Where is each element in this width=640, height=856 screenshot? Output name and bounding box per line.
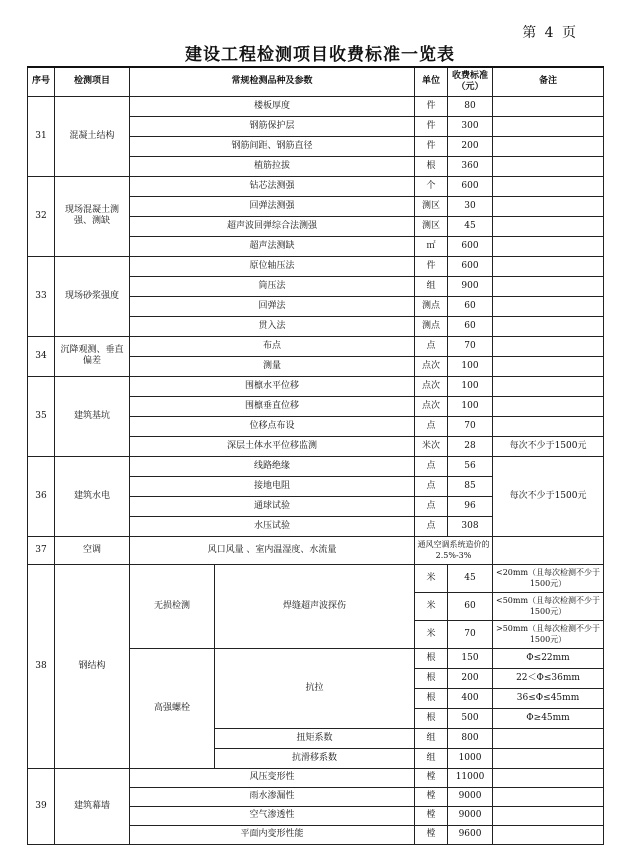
unit-cell: 组 — [415, 728, 448, 748]
param-cell: 风压变形性 — [130, 768, 415, 787]
page-number: 第 4 页 — [522, 25, 578, 41]
note-cell — [493, 416, 604, 436]
note-cell: <50mm（且每次检测不少于1500元） — [493, 592, 604, 620]
fee-cell: 600 — [448, 176, 493, 196]
param-cell: 空气渗透性 — [130, 806, 415, 825]
param-cell: 焊缝超声波探伤 — [215, 564, 415, 648]
unit-cell: 根 — [415, 156, 448, 176]
fee-cell: 100 — [448, 396, 493, 416]
note-cell — [493, 276, 604, 296]
param-cell: 雨水渗漏性 — [130, 787, 415, 806]
fee-cell: 300 — [448, 116, 493, 136]
seq-cell: 35 — [28, 376, 55, 456]
fee-cell: 30 — [448, 196, 493, 216]
unit-cell: 测区 — [415, 196, 448, 216]
seq-cell: 39 — [28, 768, 55, 844]
fee-cell: 308 — [448, 516, 493, 536]
note-cell — [493, 156, 604, 176]
fee-cell: 11000 — [448, 768, 493, 787]
seq-cell: 37 — [28, 536, 55, 564]
unit-cell: 件 — [415, 256, 448, 276]
unit-cell: 组 — [415, 276, 448, 296]
param-cell: 楼板厚度 — [130, 96, 415, 116]
item-cell: 现场混凝土测强、测缺 — [55, 176, 130, 256]
param-cell: 平面内变形性能 — [130, 825, 415, 844]
seq-cell: 32 — [28, 176, 55, 256]
param-cell: 深层土体水平位移监测 — [130, 436, 415, 456]
param-cell: 超声波回弹综合法测强 — [130, 216, 415, 236]
note-cell — [493, 825, 604, 844]
unit-cell: 测点 — [415, 296, 448, 316]
param-cell: 扭矩系数 — [215, 728, 415, 748]
table-row — [28, 768, 604, 787]
fee-cell: 400 — [448, 688, 493, 708]
fee-cell: 70 — [448, 336, 493, 356]
param-cell: 超声法测缺 — [130, 236, 415, 256]
param-cell: 通球试验 — [130, 496, 415, 516]
note-cell: 每次不少于1500元 — [493, 456, 604, 536]
unit-cell: 点次 — [415, 396, 448, 416]
param-cell: 风口风量 、室内温湿度、水流量 — [130, 536, 415, 564]
fee-cell: 28 — [448, 436, 493, 456]
note-cell — [493, 536, 604, 564]
fee-cell: 9000 — [448, 787, 493, 806]
note-cell: 22＜Φ≤36mm — [493, 668, 604, 688]
unit-cell: 米次 — [415, 436, 448, 456]
note-cell — [493, 806, 604, 825]
unit-cell: 个 — [415, 176, 448, 196]
unit-cell: 根 — [415, 668, 448, 688]
fee-cell: 200 — [448, 136, 493, 156]
seq-cell: 34 — [28, 336, 55, 376]
unit-cell: 樘 — [415, 806, 448, 825]
item-cell: 混凝土结构 — [55, 96, 130, 176]
fee-cell: 85 — [448, 476, 493, 496]
note-cell: 每次不少于1500元 — [493, 436, 604, 456]
param-cell: 抗拉 — [215, 648, 415, 728]
unit-cell: 根 — [415, 708, 448, 728]
unit-cell: ㎡ — [415, 236, 448, 256]
unit-cell: 点 — [415, 336, 448, 356]
unit-cell: 点 — [415, 416, 448, 436]
header-note: 备注 — [493, 67, 604, 96]
fee-cell: 45 — [448, 564, 493, 592]
note-cell — [493, 728, 604, 748]
fee-standard-table — [27, 66, 604, 845]
unit-cell: 点 — [415, 476, 448, 496]
seq-cell: 38 — [28, 564, 55, 768]
table-row — [28, 96, 604, 116]
item-cell: 建筑基坑 — [55, 376, 130, 456]
fee-cell: 360 — [448, 156, 493, 176]
fee-cell: 9600 — [448, 825, 493, 844]
note-cell: Φ≤22mm — [493, 648, 604, 668]
param-cell: 钢筋保护层 — [130, 116, 415, 136]
fee-cell: 800 — [448, 728, 493, 748]
fee-cell: 45 — [448, 216, 493, 236]
seq-cell: 36 — [28, 456, 55, 536]
note-cell — [493, 256, 604, 276]
note-cell — [493, 396, 604, 416]
subitem-cell: 高强螺栓 — [130, 648, 215, 768]
fee-cell: 96 — [448, 496, 493, 516]
fee-cell: 200 — [448, 668, 493, 688]
param-cell: 抗滑移系数 — [215, 748, 415, 768]
note-cell — [493, 236, 604, 256]
table-row — [28, 376, 604, 396]
header-seq: 序号 — [28, 67, 55, 96]
table-row — [28, 456, 604, 476]
fee-cell: 通风空调系统造价的2.5%-3% — [415, 536, 493, 564]
note-cell — [493, 116, 604, 136]
param-cell: 接地电阻 — [130, 476, 415, 496]
unit-cell: 件 — [415, 96, 448, 116]
fee-cell: 56 — [448, 456, 493, 476]
unit-cell: 测区 — [415, 216, 448, 236]
param-cell: 水压试验 — [130, 516, 415, 536]
table-row — [28, 564, 604, 592]
param-cell: 筒压法 — [130, 276, 415, 296]
note-cell — [493, 316, 604, 336]
unit-cell: 樘 — [415, 825, 448, 844]
unit-cell: 根 — [415, 648, 448, 668]
unit-cell: 点 — [415, 456, 448, 476]
fee-cell: 80 — [448, 96, 493, 116]
item-cell: 空调 — [55, 536, 130, 564]
seq-cell: 33 — [28, 256, 55, 336]
param-cell: 测量 — [130, 356, 415, 376]
unit-cell: 米 — [415, 620, 448, 648]
unit-cell: 樘 — [415, 768, 448, 787]
note-cell — [493, 216, 604, 236]
table-row — [28, 536, 604, 564]
subitem-cell: 无损检测 — [130, 564, 215, 648]
note-cell — [493, 787, 604, 806]
fee-cell: 600 — [448, 256, 493, 276]
fee-cell: 60 — [448, 296, 493, 316]
unit-cell: 点 — [415, 496, 448, 516]
unit-cell: 组 — [415, 748, 448, 768]
note-cell — [493, 336, 604, 356]
header-row — [28, 67, 604, 96]
header-unit: 单位 — [415, 67, 448, 96]
unit-cell: 件 — [415, 136, 448, 156]
document-title: 建设工程检测项目收费标准一览表 — [185, 45, 455, 65]
note-cell: Φ≥45mm — [493, 708, 604, 728]
fee-cell: 150 — [448, 648, 493, 668]
table-row — [28, 256, 604, 276]
note-cell — [493, 296, 604, 316]
unit-cell: 件 — [415, 116, 448, 136]
item-cell: 现场砂浆强度 — [55, 256, 130, 336]
fee-cell: 60 — [448, 316, 493, 336]
param-cell: 钢筋间距、钢筋直径 — [130, 136, 415, 156]
unit-cell: 米 — [415, 564, 448, 592]
item-cell: 沉降观测、垂直偏差 — [55, 336, 130, 376]
note-cell — [493, 356, 604, 376]
unit-cell: 点次 — [415, 356, 448, 376]
fee-cell: 70 — [448, 416, 493, 436]
param-cell: 植筋拉拔 — [130, 156, 415, 176]
note-cell — [493, 748, 604, 768]
fee-cell: 600 — [448, 236, 493, 256]
header-fee: 收费标准（元） — [448, 67, 493, 96]
unit-cell: 点 — [415, 516, 448, 536]
unit-cell: 樘 — [415, 787, 448, 806]
header-params: 常规检测品种及参数 — [130, 67, 415, 96]
param-cell: 围檩垂直位移 — [130, 396, 415, 416]
fee-cell: 9000 — [448, 806, 493, 825]
fee-cell: 1000 — [448, 748, 493, 768]
table-row — [28, 176, 604, 196]
unit-cell: 根 — [415, 688, 448, 708]
note-cell: >50mm（且每次检测不少于1500元） — [493, 620, 604, 648]
note-cell: <20mm（且每次检测不少于1500元） — [493, 564, 604, 592]
unit-cell: 点次 — [415, 376, 448, 396]
param-cell: 钻芯法测强 — [130, 176, 415, 196]
note-cell — [493, 376, 604, 396]
param-cell: 回弹法 — [130, 296, 415, 316]
note-cell — [493, 196, 604, 216]
param-cell: 回弹法测强 — [130, 196, 415, 216]
note-cell — [493, 176, 604, 196]
param-cell: 贯入法 — [130, 316, 415, 336]
fee-cell: 100 — [448, 376, 493, 396]
param-cell: 围檩水平位移 — [130, 376, 415, 396]
item-cell: 钢结构 — [55, 564, 130, 768]
note-cell — [493, 96, 604, 116]
item-cell: 建筑幕墙 — [55, 768, 130, 844]
note-cell: 36≤Φ≤45mm — [493, 688, 604, 708]
table-row — [28, 336, 604, 356]
param-cell: 线路绝缘 — [130, 456, 415, 476]
fee-cell: 900 — [448, 276, 493, 296]
unit-cell: 测点 — [415, 316, 448, 336]
fee-cell: 500 — [448, 708, 493, 728]
fee-cell: 60 — [448, 592, 493, 620]
note-cell — [493, 136, 604, 156]
fee-cell: 70 — [448, 620, 493, 648]
item-cell: 建筑水电 — [55, 456, 130, 536]
fee-cell: 100 — [448, 356, 493, 376]
unit-cell: 米 — [415, 592, 448, 620]
note-cell — [493, 768, 604, 787]
param-cell: 位移点布设 — [130, 416, 415, 436]
seq-cell: 31 — [28, 96, 55, 176]
param-cell: 原位轴压法 — [130, 256, 415, 276]
param-cell: 布点 — [130, 336, 415, 356]
header-item: 检测项目 — [55, 67, 130, 96]
